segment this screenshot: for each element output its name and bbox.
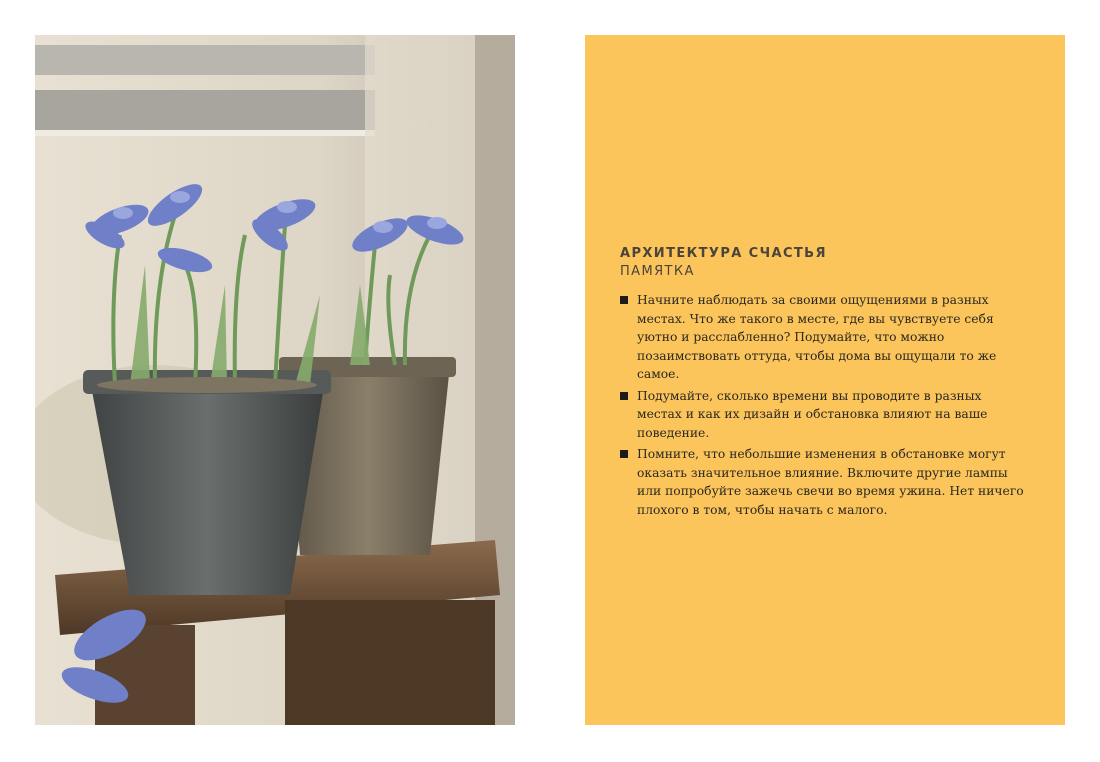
square-bullet-icon — [620, 296, 628, 304]
square-bullet-icon — [620, 450, 628, 458]
memo-item-text: Помните, что небольшие изменения в обстановке могут оказать значительное влияние. Включите другие лампы или попробуйте зажечь свечи во время ужина. Нет ничего плохого в том, чтобы начать с малого. — [637, 447, 1024, 517]
memo-item-3 — [620, 445, 1030, 519]
memo-item-text: Подумайте, сколько времени вы проводите в разных местах и как их дизайн и обстановка влияют на ваше поведение. — [637, 388, 988, 440]
memo-item-2 — [620, 387, 1030, 443]
memo-item-1 — [620, 291, 1030, 384]
memo-panel — [585, 35, 1065, 725]
memo-subtitle: ПАМЯТКА — [620, 264, 695, 279]
iris-pots-photo — [35, 35, 515, 725]
memo-title: АРХИТЕКТУРА СЧАСТЬЯ — [620, 246, 827, 261]
memo-item-text: Начните наблюдать за своими ощущениями в разных местах. Что же такого в месте, где вы чувствуете себя уютно и расслабленно? Подумайте, что можно позаимствовать оттуда, чтобы дома вы ощущали то же самое. — [637, 293, 997, 381]
square-bullet-icon — [620, 392, 628, 400]
flower-pots-icon — [35, 35, 515, 725]
memo-list — [620, 291, 1030, 522]
